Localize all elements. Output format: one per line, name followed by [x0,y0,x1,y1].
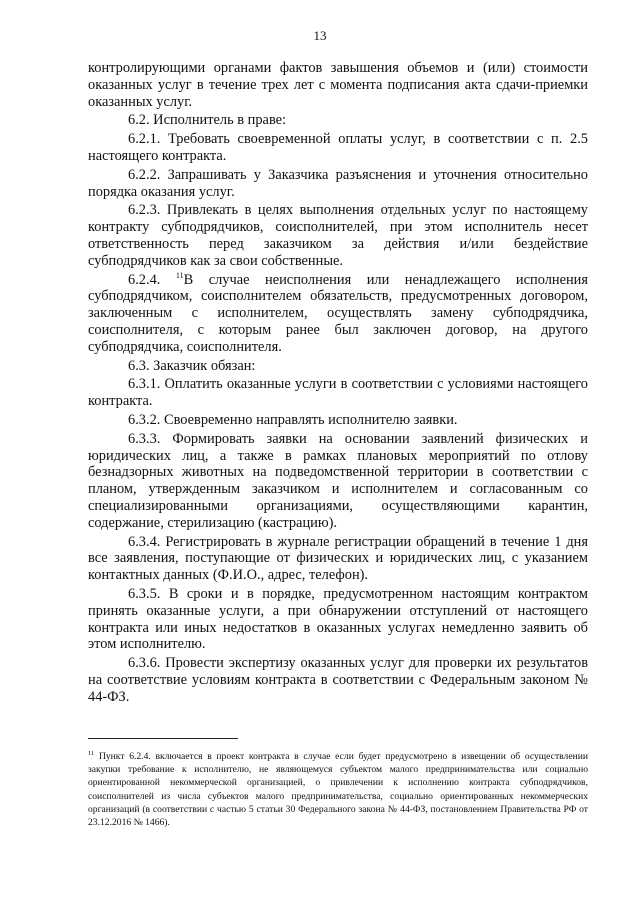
footnote-divider [88,738,238,739]
clause-6-3-6: 6.3.6. Провести экспертизу оказанных услуг для проверки их результатов на соответствие условиям контракта в соответствии с Федеральным законом № 44-ФЗ. [88,655,588,705]
clause-6-2-2: 6.2.2. Запрашивать у Заказчика разъяснения и уточнения относительно порядка оказания услуг. [88,166,588,200]
clause-6-2-3: 6.2.3. Привлекать в целях выполнения отдельных услуг по настоящему контракту субподрядчиков, соисполнителей, при этом исполнитель несет ответственность перед заказчиком за действия и/или бездействие субподрядчиков как за свои собственные. [88,202,588,269]
footnote-text: Пункт 6.2.4. включается в проект контракта в случае если будет предусмотрено в извещении об осуществлении закупки требование к исполнителю, не являющемуся субъектом малого предпринимательства или социально ориентированной некоммерческой организацией, о привлечении к исполнению контракта субподрядчиков, соисполнителей из числа субъектов малого предпринимательства, социально ориентированных некоммерческих организаций (в соответствии с частью 5 статьи 30 Федерального закона № 44-ФЗ, постановлением Правительства РФ от 23.12.2016 № 1466). [88,751,588,829]
footnote-reference[interactable]: 11 [175,270,184,280]
clause-6-3-5: 6.3.5. В сроки и в порядке, предусмотренном настоящим контрактом принять оказанные услуги, а при обнаружении отступлений от настоящего контракта или иных недостатков в оказанных услугах немедленно заявить об этом исполнителю. [88,585,588,653]
section-6-2-heading: 6.2. Исполнитель в праве: [128,112,287,129]
footnote [88,750,588,829]
clause-6-2-4 [88,272,588,356]
clause-6-3-4: 6.3.4. Регистрировать в журнале регистрации обращений в течение 1 дня все заявления, поступающие от физических и юридических лиц, с указанием контактных данных (Ф.И.О., адрес, телефон). [88,533,588,584]
clause-6-2-4-number: 6.2.4. [128,271,176,288]
page-number: 13 [313,28,327,43]
contract-body [88,60,588,707]
clause-6-3-1: 6.3.1. Оплатить оказанные услуги в соответствии с условиями настоящего контракта. [88,376,588,410]
clause-6-3-2: 6.3.2. Своевременно направлять исполнителю заявки. [128,411,458,428]
clause-6-2-4-text: В случае неисполнения или ненадлежащего исполнения субподрядчиком, соисполнителем обязательств, предусмотренных договором, заключенным с исполнителем, осуществлять замену субподрядчика, соисполнителя, с которым ранее был заключен договор, на другого субподрядчика, соисполнителя. [88,271,589,355]
section-6-3-heading: 6.3. Заказчик обязан: [128,357,256,374]
footnote-mark: 11 [88,749,95,757]
clause-6-2-1: 6.2.1. Требовать своевременной оплаты услуг, в соответствии с п. 2.5 настоящего контракта. [88,131,588,164]
paragraph-continuation: контролирующими органами фактов завышения объемов и (или) стоимости оказанных услуг в течение трех лет с момента подписания акта сдачи-приемки оказанных услуг. [88,60,588,110]
clause-6-3-3: 6.3.3. Формировать заявки на основании заявлений физических и юридических лиц, а также в рамках плановых мероприятий по отлову безнадзорных животных на подведомственной территории в соответствии с планом, утвержденным заказчиком и исполнителем и согласованным со специализированными организациями, осуществляющими карантин, содержание, стерилизацию (кастрацию). [88,430,588,531]
